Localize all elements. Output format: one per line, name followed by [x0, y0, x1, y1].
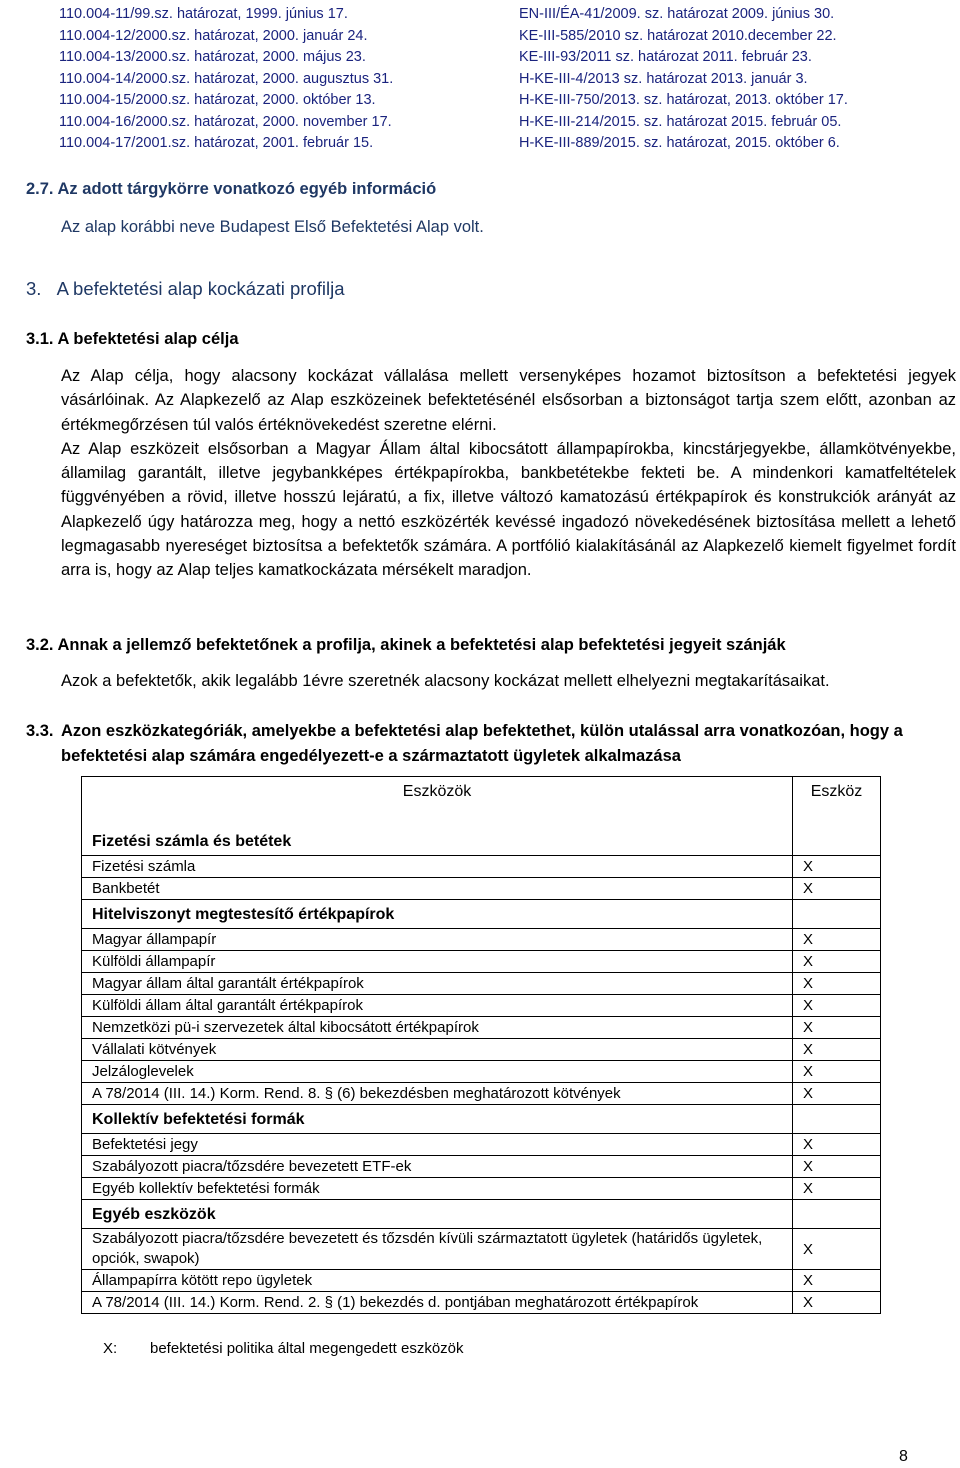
allowed-mark: X — [793, 1083, 881, 1105]
resolution-line: 110.004-11/99.sz. határozat, 1999. június 17. — [59, 6, 348, 22]
resolution-line: 110.004-16/2000.sz. határozat, 2000. november 17. — [59, 113, 392, 130]
table-row — [82, 878, 881, 900]
asset-category-table — [81, 776, 881, 1314]
resolution-line: KE-III-585/2010 sz. határozat 2010.december 22. — [519, 27, 837, 44]
section-2-7-heading — [26, 180, 436, 199]
asset-label: Szabályozott piacra/tőzsdére bevezetett és tőzsdén kívüli származtatott ügyletek (határidős ügyletek, opciók, swapok) — [82, 1229, 793, 1270]
table-row — [82, 1156, 881, 1178]
allowed-mark: X — [793, 1292, 881, 1314]
section-number: 2.7. — [26, 180, 54, 198]
asset-label: A 78/2014 (III. 14.) Korm. Rend. 2. § (1) bekezdés d. pontjában meghatározott értékpapírok — [82, 1292, 793, 1314]
resolution-line: EN-III/ÉA-41/2009. sz. határozat 2009. június 30. — [519, 6, 835, 22]
allowed-mark: X — [793, 951, 881, 973]
section-3-heading — [26, 278, 345, 300]
allowed-mark: X — [793, 1017, 881, 1039]
allowed-mark: X — [793, 878, 881, 900]
allowed-mark: X — [793, 973, 881, 995]
asset-label: Nemzetközi pü-i szervezetek által kibocsátott értékpapírok — [82, 1017, 793, 1039]
resolution-line: 110.004-14/2000.sz. határozat, 2000. augusztus 31. — [59, 70, 394, 87]
fund-goal-paragraph-2: Az Alap eszközeit elsősorban a Magyar Állam által kibocsátott állampapírokba, kincstárjegyekbe, államkötvényekbe, államilag garantált, illetve jegybankképes értékpapírokba, bankbetétekbe fekteti be. A mindenkori kamatfeltételek függvényében a rövid, illetve hosszú lejáratú, a fix, illetve változó kamatozású értékpapírok és konstrukciók arányát az Alapkezelő úgy határozza meg, hogy a nettó eszközérték kevéssé ingadozó növekedésének biztosítása mellett a lehető legmagasabb nyereséget biztosítsa a befektetők számára. A portfólió kialakításánál az Alapkezelő kiemelt figyelmet fordít arra is, hogy az Alap teljes kamatkockázata mérsékelt maradjon. — [61, 439, 956, 580]
table-legend — [103, 1340, 464, 1357]
resolution-line: 110.004-12/2000.sz. határozat, 2000. január 24. — [59, 27, 368, 44]
asset-label: Állampapírra kötött repo ügyletek — [82, 1270, 793, 1292]
table-row — [82, 1292, 881, 1314]
fund-goal-body — [61, 364, 956, 583]
resolution-line: H-KE-III-750/2013. sz. határozat, 2013. október 17. — [519, 92, 848, 108]
resolution-list-right — [519, 4, 848, 155]
allowed-mark: X — [793, 856, 881, 878]
category-mark-cell — [793, 1200, 881, 1229]
asset-label: Magyar állampapír — [82, 929, 793, 951]
resolution-line: 110.004-13/2000.sz. határozat, 2000. május 23. — [59, 49, 366, 65]
table-row — [82, 929, 881, 951]
table-category-row — [82, 1200, 881, 1229]
section-title: A befektetési alap célja — [57, 330, 239, 348]
table-row — [82, 1039, 881, 1061]
asset-label: Fizetési számla — [82, 856, 793, 878]
section-title: Annak a jellemző befektetőnek a profilja, akinek a befektetési alap befektetési jegyeit szánják — [57, 636, 786, 654]
resolution-line: H-KE-III-214/2015. sz. határozat 2015. február 05. — [519, 113, 842, 130]
category-title: Hitelviszonyt megtestesítő értékpapírok — [82, 900, 793, 929]
category-mark-cell — [793, 900, 881, 929]
page-number: 8 — [899, 1448, 908, 1465]
legend-text: befektetési politika által megengedett eszközök — [150, 1340, 464, 1357]
table-header-row — [82, 777, 881, 808]
table-category-row — [82, 900, 881, 929]
resolution-line: 110.004-15/2000.sz. határozat, 2000. október 13. — [59, 92, 376, 108]
allowed-mark: X — [793, 1039, 881, 1061]
fund-goal-paragraph-1: Az Alap célja, hogy alacsony kockázat vállalása mellett versenyképes hozamot biztosítson a befektetési jegyek vásárlóinak. Az Alapkezelő az Alap eszközeinek befektetésénél elsősorban a biztonságot tartja szem előtt, azonban az értékmegőrzésen túl valós értéknövekedést szeretne elérni. — [61, 367, 956, 434]
category-title: Kollektív befektetési formák — [82, 1105, 793, 1134]
table-category-row — [82, 807, 881, 856]
section-number: 3. — [26, 278, 42, 299]
table-row — [82, 973, 881, 995]
asset-label: Bankbetét — [82, 878, 793, 900]
allowed-mark: X — [793, 1270, 881, 1292]
table-row — [82, 1083, 881, 1105]
former-name-text: Az alap korábbi neve Budapest Első Befektetési Alap volt. — [61, 218, 484, 236]
section-3-1-heading — [26, 330, 239, 349]
asset-label: Külföldi állam által garantált értékpapírok — [82, 995, 793, 1017]
asset-label: Szabályozott piacra/tőzsdére bevezetett ETF-ek — [82, 1156, 793, 1178]
allowed-mark: X — [793, 1229, 881, 1270]
asset-label: Egyéb kollektív befektetési formák — [82, 1178, 793, 1200]
resolution-line: H-KE-III-4/2013 sz. határozat 2013. január 3. — [519, 70, 808, 87]
category-mark-cell — [793, 807, 881, 856]
table-row — [82, 1229, 881, 1270]
allowed-mark: X — [793, 1134, 881, 1156]
table-header-asset: Eszköz — [793, 777, 881, 808]
resolution-line: 110.004-17/2001.sz. határozat, 2001. február 15. — [59, 135, 374, 151]
table-category-row — [82, 1105, 881, 1134]
resolution-line: KE-III-93/2011 sz. határozat 2011. február 23. — [519, 49, 812, 65]
asset-label: A 78/2014 (III. 14.) Korm. Rend. 8. § (6) bekezdésben meghatározott kötvények — [82, 1083, 793, 1105]
allowed-mark: X — [793, 1156, 881, 1178]
table-row — [82, 1134, 881, 1156]
resolution-line: H-KE-III-889/2015. sz. határozat, 2015. október 6. — [519, 135, 840, 151]
investor-profile-text: Azok a befektetők, akik legalább 1évre szeretnék alacsony kockázat mellett elhelyezni megtakarításaikat. — [61, 672, 830, 690]
table-row — [82, 1061, 881, 1083]
resolution-list-left — [59, 4, 393, 155]
allowed-mark: X — [793, 995, 881, 1017]
table-row — [82, 995, 881, 1017]
section-3-3-heading — [26, 719, 956, 769]
category-title: Fizetési számla és betétek — [82, 807, 793, 856]
allowed-mark: X — [793, 1061, 881, 1083]
section-title: Az adott tárgykörre vonatkozó egyéb információ — [57, 180, 437, 198]
section-number: 3.2. — [26, 636, 54, 654]
category-mark-cell — [793, 1105, 881, 1134]
section-title: A befektetési alap kockázati profilja — [56, 278, 345, 299]
section-number: 3.3. — [26, 722, 54, 740]
section-number: 3.1. — [26, 330, 54, 348]
section-title: Azon eszközkategóriák, amelyekbe a befektetési alap befektethet, külön utalással arra vonatkozóan, hogy a befektetési alap számára engedélyezett-e a származtatott ügyletek alkalmazása — [61, 722, 903, 765]
asset-label: Magyar állam által garantált értékpapírok — [82, 973, 793, 995]
allowed-mark: X — [793, 929, 881, 951]
section-3-2-heading — [26, 636, 786, 655]
table-row — [82, 1017, 881, 1039]
table-row — [82, 856, 881, 878]
table-row — [82, 1270, 881, 1292]
table-row — [82, 1178, 881, 1200]
category-title: Egyéb eszközök — [82, 1200, 793, 1229]
asset-label: Jelzáloglevelek — [82, 1061, 793, 1083]
asset-label: Külföldi állampapír — [82, 951, 793, 973]
legend-key: X: — [103, 1340, 118, 1357]
asset-label: Befektetési jegy — [82, 1134, 793, 1156]
allowed-mark: X — [793, 1178, 881, 1200]
table-row — [82, 951, 881, 973]
asset-label: Vállalati kötvények — [82, 1039, 793, 1061]
table-header-assets: Eszközök — [82, 777, 793, 808]
